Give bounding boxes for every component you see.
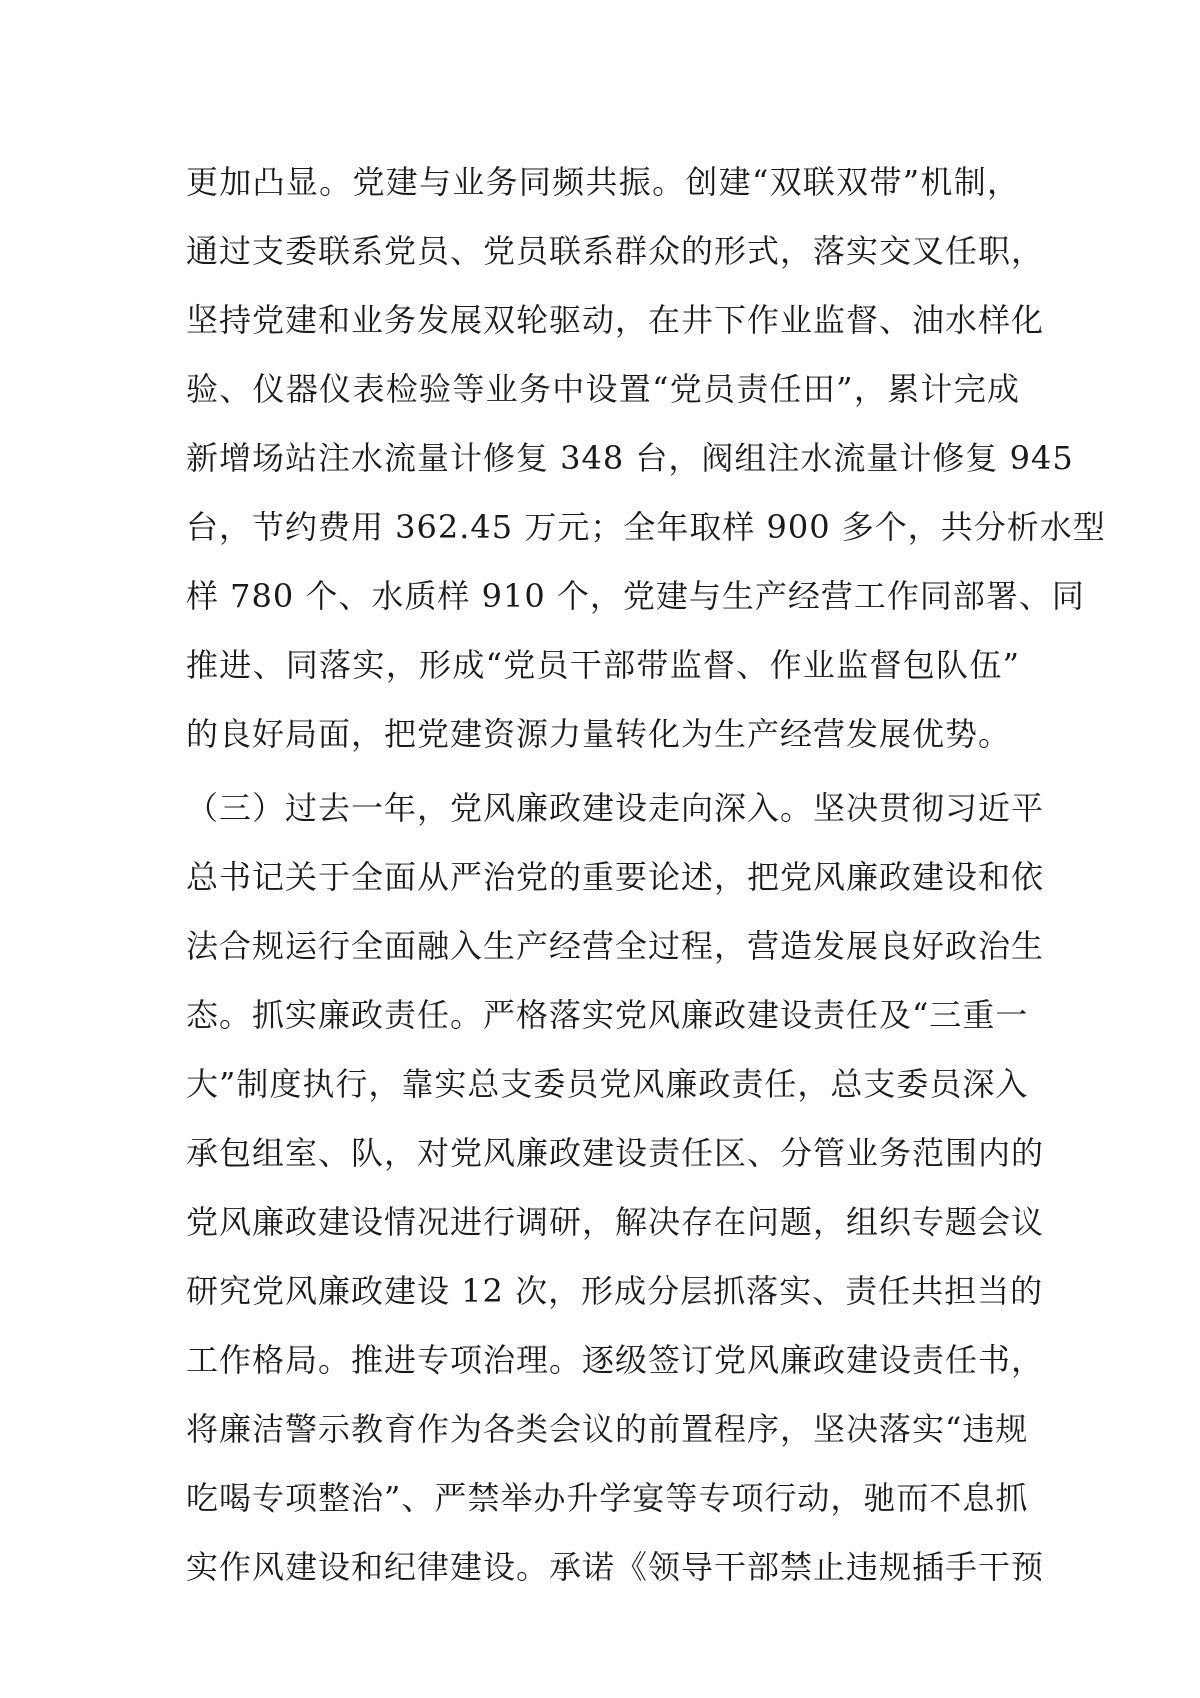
text-line: 推进、同落实，形成“党员干部带监督、作业监督包队伍” xyxy=(186,646,1020,684)
text-line: 总书记关于全面从严治党的重要论述，把党风廉政建设和依 xyxy=(186,858,1045,896)
text-line: 态。抓实廉政责任。严格落实党风廉政建设责任及“三重一 xyxy=(186,996,1029,1034)
text-line: 台，节约费用 362.45 万元；全年取样 900 多个，共分析水型 xyxy=(186,508,1106,546)
text-line: 验、仪器仪表检验等业务中设置“党员责任田”，累计完成 xyxy=(186,370,1020,408)
text-line: （三）过去一年，党风廉政建设走向深入。坚决贯彻习近平 xyxy=(186,789,1045,827)
text-line: 大”制度执行，靠实总支委员党风廉政责任，总支委员深入 xyxy=(186,1065,1029,1103)
text-line: 新增场站注水流量计修复 348 台，阀组注水流量计修复 945 xyxy=(186,439,1074,477)
text-line: 更加凸显。党建与业务同频共振。创建“双联双带”机制， xyxy=(186,163,1020,201)
text-line: 吃喝专项整治”、严禁举办升学宴等专项行动，驰而不息抓 xyxy=(186,1479,1029,1517)
text-line: 实作风建设和纪律建设。承诺《领导干部禁止违规插手干预 xyxy=(186,1548,1045,1586)
paragraph-party-building-business xyxy=(186,148,1106,769)
text-line: 研究党风廉政建设 12 次，形成分层抓落实、责任共担当的 xyxy=(186,1272,1044,1310)
text-line: 通过支委联系党员、党员联系群众的形式，落实交叉任职， xyxy=(186,232,1045,270)
text-line: 坚持党建和业务发展双轮驱动，在井下作业监督、油水样化 xyxy=(186,301,1045,339)
text-line: 样 780 个、水质样 910 个，党建与生产经营工作同部署、同 xyxy=(186,577,1085,615)
text-line: 法合规运行全面融入生产经营全过程，营造发展良好政治生 xyxy=(186,927,1045,965)
text-line: 工作格局。推进专项治理。逐级签订党风廉政建设责任书， xyxy=(186,1341,1045,1379)
text-line: 党风廉政建设情况进行调研，解决存在问题，组织专题会议 xyxy=(186,1203,1045,1241)
text-line: 的良好局面，把党建资源力量转化为生产经营发展优势。 xyxy=(186,715,1012,753)
text-line: 将廉洁警示教育作为各类会议的前置程序，坚决落实“违规 xyxy=(186,1410,1029,1448)
text-line: 承包组室、队，对党风廉政建设责任区、分管业务范围内的 xyxy=(186,1134,1045,1172)
paragraph-integrity-building xyxy=(186,774,1045,1602)
